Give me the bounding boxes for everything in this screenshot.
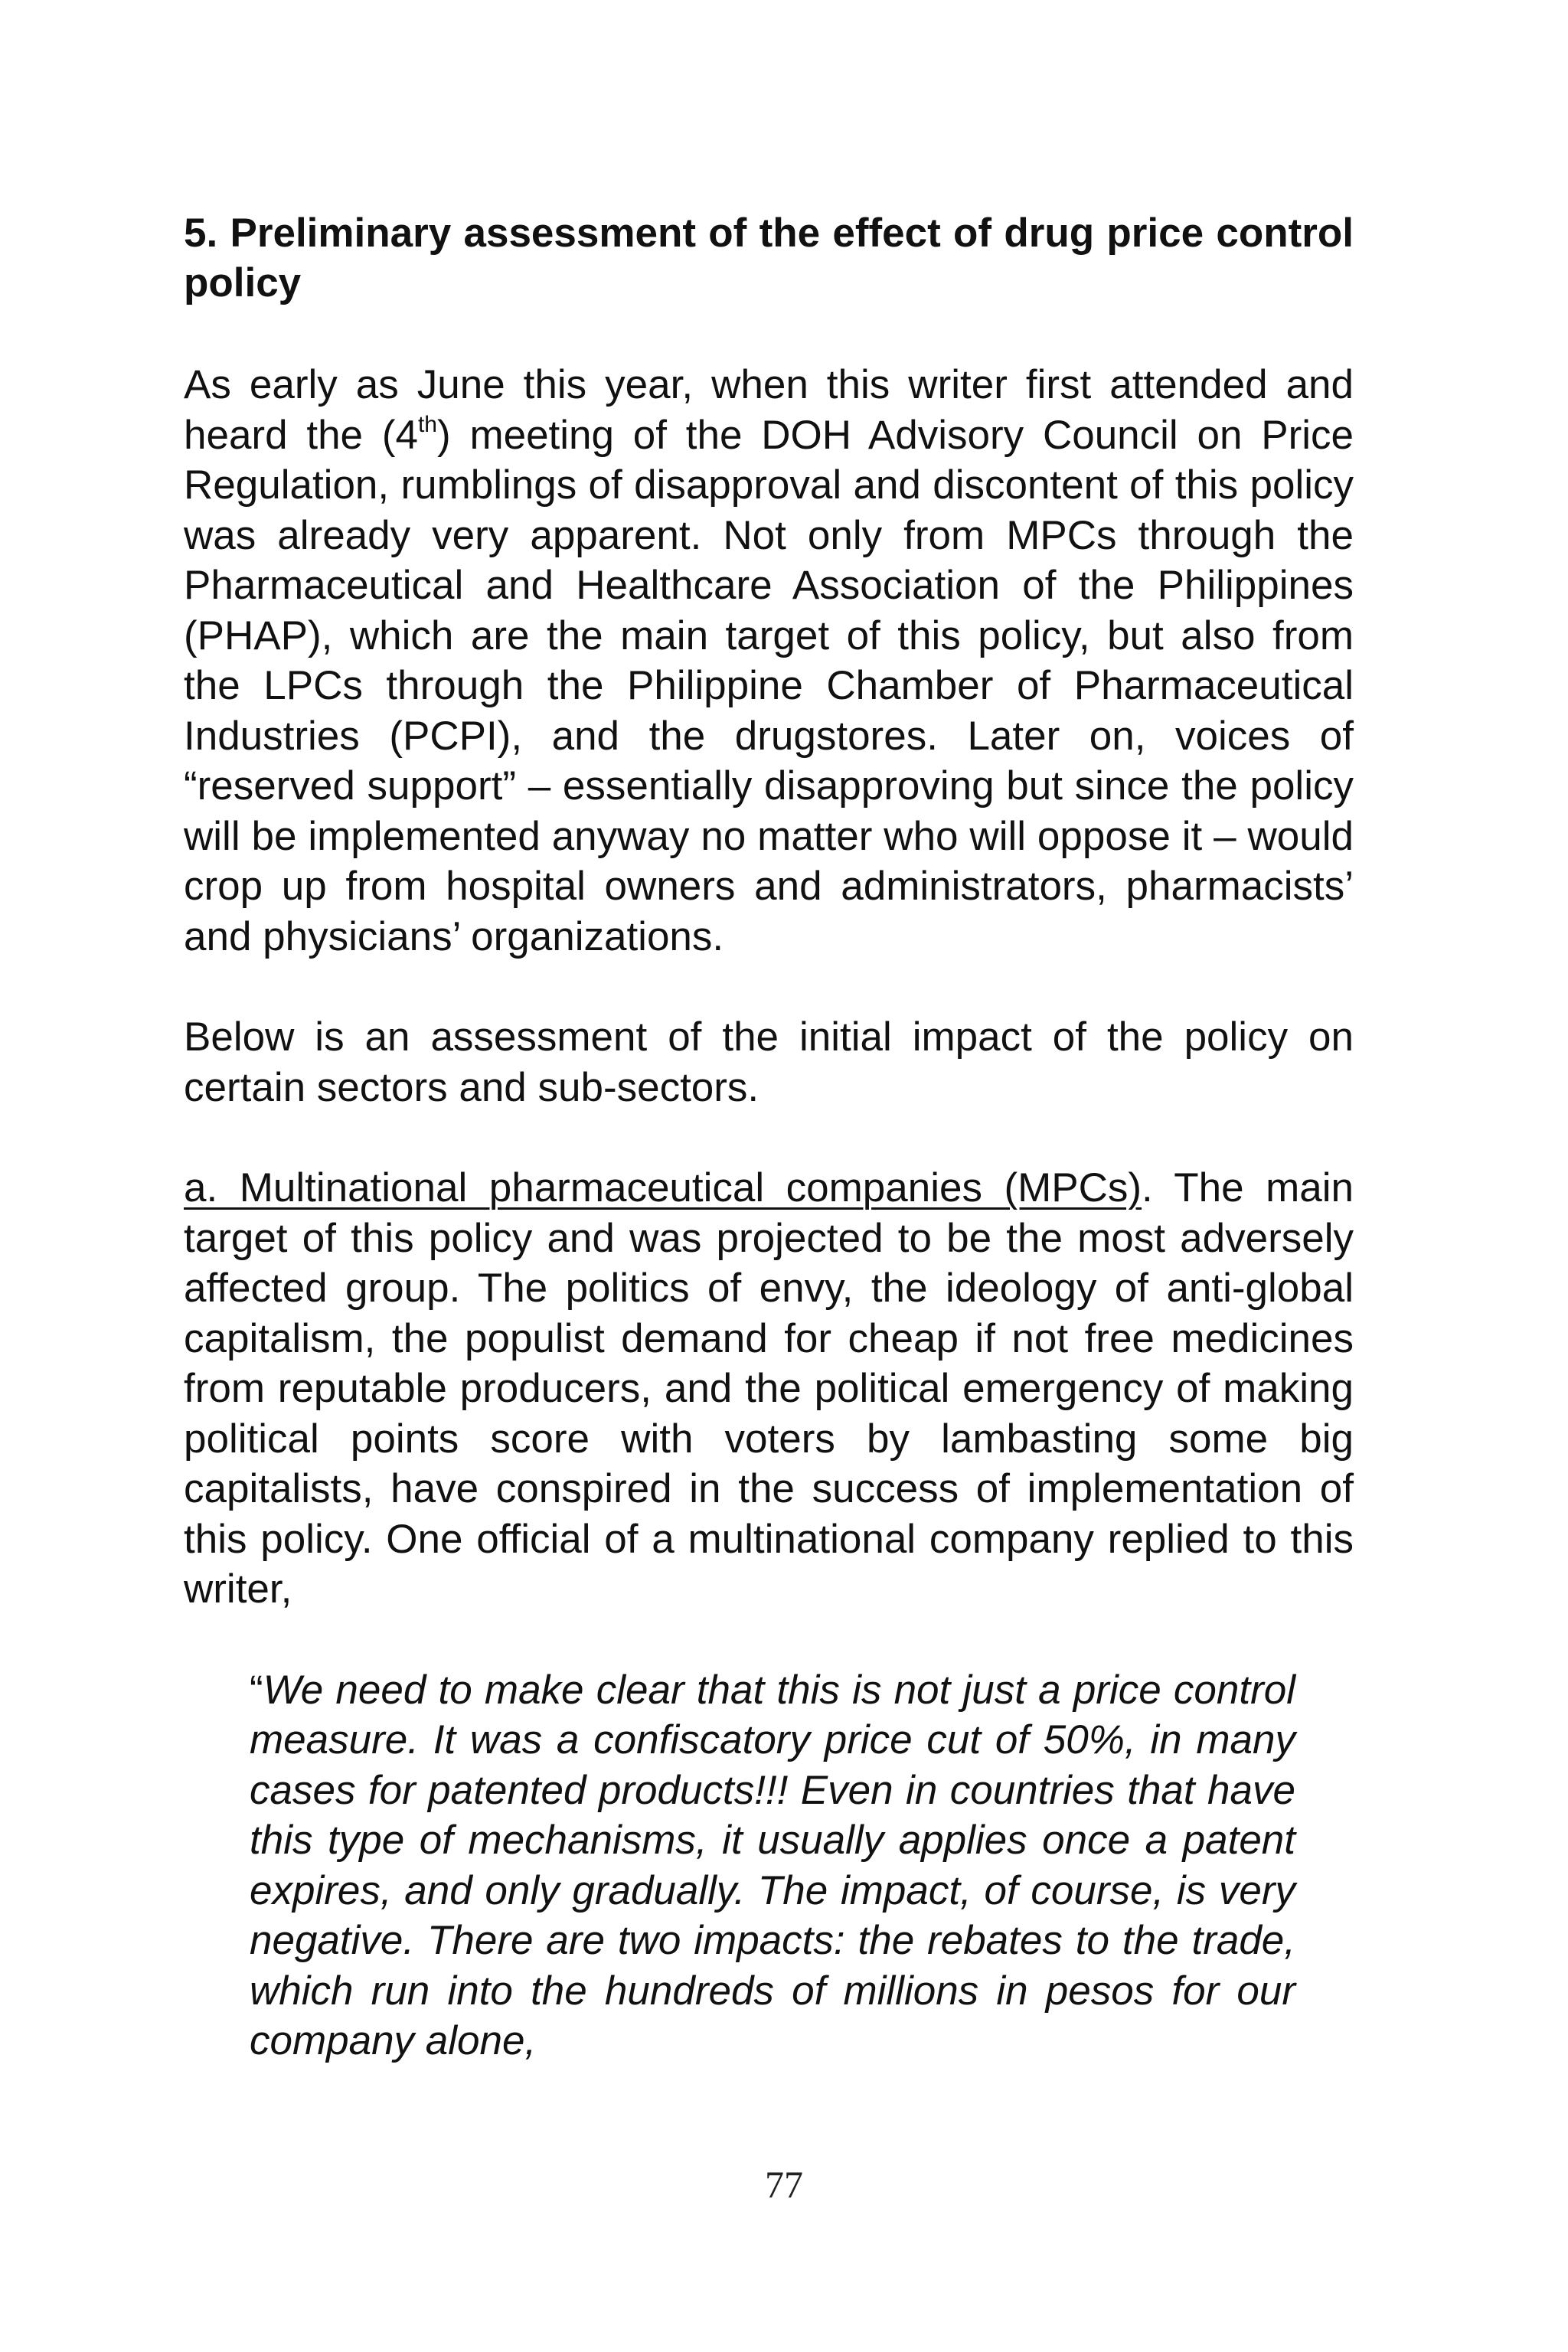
paragraph-intro-text-a: As early as June this year, when this writer first attended and heard the (4 (184, 362, 1354, 458)
paragraph-intro-text-b: ) meeting of the DOH Advisory Council on Price Regulation, rumblings of disapproval and discontent of this policy was already very apparent. Not only from MPCs through the Pharmaceutical and Healthcare Association of the Philippines (PHAP), which are the main target of this policy, but also from the LPCs through the Philippine Chamber of Pharmaceutical Industries (PCPI), and the drugstores. Later on, voices of “reserved support” – essentially disapproving but since the policy will be implemented anyway no matter who will oppose it – would crop up from hospital owners and administrators, pharmacists’ and physicians’ organizations. (184, 412, 1354, 959)
quote-open-mark: “ (250, 1667, 263, 1713)
ordinal-superscript: th (417, 411, 437, 437)
subheading-mpcs: a. Multinational pharmaceutical companies (MPCs) (184, 1165, 1142, 1210)
document-page (184, 208, 1354, 2066)
paragraph-mpcs-text: . The main target of this policy and was projected to be the most adversely affected group. The politics of envy, the ideology of anti-global capitalism, the populist demand for cheap if not free medicines from reputable producers, and the political emergency of making political points score with voters by lambasting some big capitalists, have conspired in the success of implementation of this policy. One official of a multinational company replied to this writer, (184, 1165, 1354, 1612)
quote-text: We need to make clear that this is not just a price control measure. It was a confiscatory price cut of 50%, in many cases for patented products!!! Even in countries that have this type of mechanisms, it usually applies once a patent expires, and only gradually. The impact, of course, is very negative. There are two impacts: the rebates to the trade, which run into the hundreds of millions in pesos for our company alone, (250, 1667, 1295, 2063)
paragraph-intro (184, 360, 1354, 962)
section-heading: 5. Preliminary assessment of the effect of drug price control policy (184, 211, 1354, 305)
page-number: 77 (765, 2163, 803, 2206)
paragraph-mpcs (184, 1163, 1354, 1615)
block-quote (250, 1665, 1295, 2066)
paragraph-assessment: Below is an assessment of the initial impact of the policy on certain sectors and sub-sectors. (184, 1014, 1354, 1110)
